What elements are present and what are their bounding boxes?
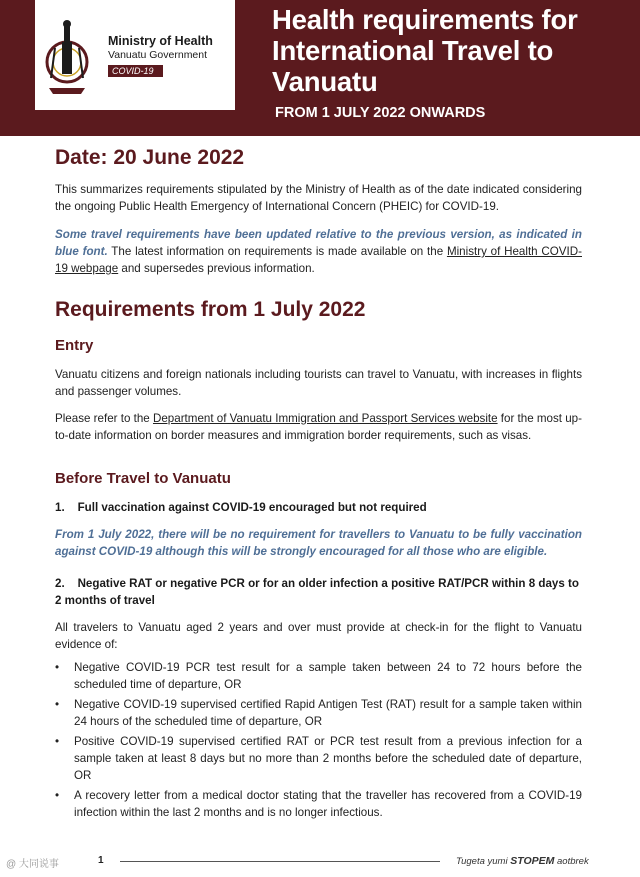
requirement-2-number: 2. — [55, 577, 65, 590]
requirement-2-text: All travelers to Vanuatu aged 2 years and over must provide at check-in for the flight to Vanuatu evidence of: — [55, 621, 582, 651]
entry-text-a: Please refer to the — [55, 412, 153, 425]
main-content — [55, 146, 582, 824]
requirement-2-heading — [55, 575, 582, 609]
blue-update-note: Some travel requirements have been updated relative to the previous version, as indicated in blue font. — [55, 228, 582, 258]
ministry-logo — [35, 0, 235, 110]
entry-paragraph-2 — [55, 410, 582, 444]
bullet-icon: • — [55, 698, 60, 711]
watermark: @ 大同说事 — [6, 859, 59, 870]
moh-covid-webpage-link[interactable]: Ministry of Health COVID-19 webpage — [55, 245, 582, 275]
bullet-icon: • — [55, 661, 60, 674]
slogan-part-a: Tugeta yumi — [456, 856, 511, 867]
page-number: 1 — [98, 855, 104, 866]
intro-paragraph: This summarizes requirements stipulated by the Ministry of Health as of the date indicated considering the ongoing Public Health Emergency of International Concern (PHEIC) for COVID-19. — [55, 183, 582, 213]
footer-divider — [120, 861, 440, 862]
document-subtitle: FROM 1 JULY 2022 ONWARDS — [275, 105, 486, 121]
logo-title: Ministry of Health — [108, 34, 213, 48]
bullet-icon: • — [55, 789, 60, 802]
requirement-2-title: Negative RAT or negative PCR or for an older infection a positive RAT/PCR within 8 days to 2 months of travel — [55, 577, 579, 607]
page-header — [0, 0, 640, 136]
slogan-part-c: aotbrek — [554, 856, 589, 867]
update-notice-paragraph — [55, 226, 582, 277]
document-title: Health requirements for International Travel to Vanuatu — [272, 4, 578, 97]
evidence-list — [55, 659, 582, 821]
update-text-a: The latest information on requirements is made available on the — [107, 245, 447, 258]
list-item-text: Negative COVID-19 supervised certified Rapid Antigen Test (RAT) result for a sample taken within 24 hours of the scheduled time of departure, OR — [74, 698, 582, 728]
list-item-text: Negative COVID-19 PCR test result for a sample taken between 24 to 72 hours before the scheduled time of departure, OR — [74, 661, 582, 691]
entry-heading: Entry — [55, 337, 94, 354]
bullet-icon: • — [55, 735, 60, 748]
list-item — [55, 659, 582, 693]
list-item — [55, 787, 582, 821]
requirement-1-title: Full vaccination against COVID-19 encouraged but not required — [77, 501, 427, 514]
logo-subtitle: Vanuatu Government — [108, 49, 208, 61]
footer-slogan — [456, 855, 589, 867]
covid-badge: COVID-19 — [108, 65, 163, 77]
immigration-website-link[interactable]: Department of Vanuatu Immigration and Passport Services website — [152, 412, 498, 425]
requirements-heading: Requirements from 1 July 2022 — [55, 298, 366, 321]
list-item — [55, 733, 582, 784]
list-item — [55, 696, 582, 730]
entry-paragraph-1: Vanuatu citizens and foreign nationals including tourists can travel to Vanuatu, with increases in flights and passenger volumes. — [55, 368, 582, 398]
requirement-1-blue-text: From 1 July 2022, there will be no requirement for travellers to Vanuatu to be fully vaccination against COVID-19 although this will be strongly encouraged for all those who are eligible. — [55, 528, 582, 558]
entry-text-b: for the most up-to-date information on border measures and immigration border requirements, such as visas. — [55, 412, 582, 442]
update-text-b: and supersedes previous information. — [118, 262, 315, 275]
slogan-stopem: STOPEM — [510, 855, 555, 867]
list-item-text: Positive COVID-19 supervised certified RAT or PCR test result from a previous infection for a sample taken at least 8 days but no more than 2 months before the scheduled date of departure, OR — [74, 735, 582, 782]
requirement-1-number: 1. — [55, 501, 65, 514]
requirement-1-heading — [55, 499, 582, 516]
before-travel-heading: Before Travel to Vanuatu — [55, 470, 231, 487]
list-item-text: A recovery letter from a medical doctor stating that the traveller has recovered from a COVID-19 infection within the last 2 months and is no longer infectious. — [74, 789, 582, 819]
vanuatu-emblem-icon — [41, 18, 93, 98]
document-date: Date: 20 June 2022 — [55, 146, 245, 169]
